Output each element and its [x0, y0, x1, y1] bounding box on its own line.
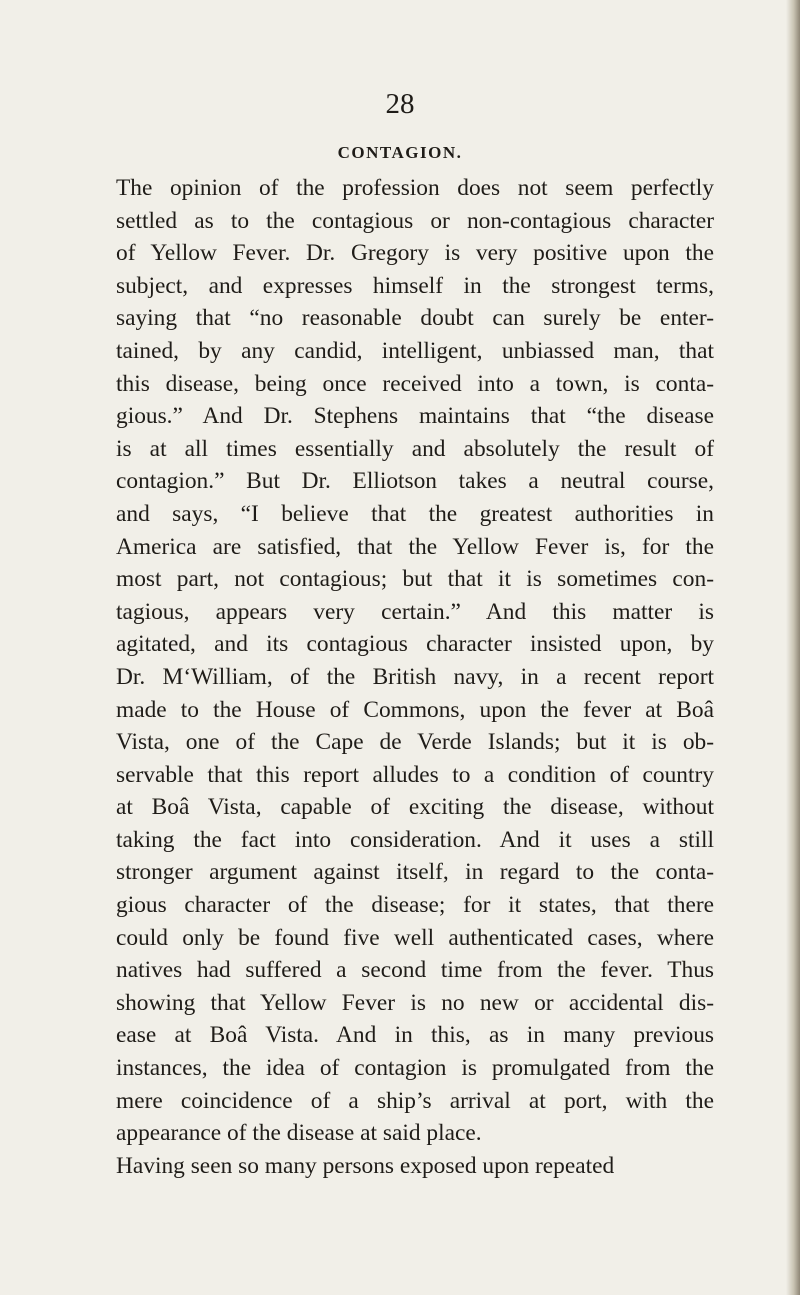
text-line: of Yellow Fever. Dr. Gregory is very positive upon the	[116, 240, 714, 267]
text-line: Having seen so many persons exposed upon repeated	[116, 1152, 615, 1179]
text-line: agitated, and its contagious character insisted upon, by	[116, 631, 714, 658]
text-line: stronger argument against itself, in regard to the conta-	[116, 859, 714, 886]
body-text	[116, 172, 714, 1182]
text-line: Dr. M‘William, of the British navy, in a recent report	[116, 663, 714, 690]
text-line: this disease, being once received into a town, is conta-	[116, 370, 714, 397]
text-line: saying that “no reasonable doubt can surely be enter-	[116, 305, 714, 332]
text-line: could only be found five well authenticated cases, where	[116, 924, 714, 951]
text-line: showing that Yellow Fever is no new or accidental dis-	[116, 989, 714, 1016]
text-line: instances, the idea of contagion is promulgated from the	[116, 1055, 714, 1082]
text-line: Vista, one of the Cape de Verde Islands; but it is ob-	[116, 729, 714, 756]
text-line: tained, by any candid, intelligent, unbiassed man, that	[116, 337, 714, 364]
running-head: CONTAGION.	[337, 143, 463, 162]
text-line: appearance of the disease at said place.	[116, 1120, 482, 1147]
text-line: subject, and expresses himself in the strongest terms,	[116, 272, 714, 299]
text-line: natives had suffered a second time from the fever. Thus	[116, 957, 714, 984]
text-line: contagion.” But Dr. Elliotson takes a neutral course,	[116, 468, 714, 495]
text-line: mere coincidence of a ship’s arrival at port, with the	[116, 1087, 714, 1114]
text-line: America are satisfied, that the Yellow Fever is, for the	[116, 533, 714, 560]
page-number: 28	[385, 88, 415, 120]
page-edge-shadow	[786, 0, 800, 1295]
text-line: gious character of the disease; for it states, that there	[116, 892, 714, 919]
text-line: tagious, appears very certain.” And this matter is	[116, 598, 714, 625]
text-line: is at all times essentially and absolutely the result of	[116, 435, 714, 462]
text-line: The opinion of the profession does not seem perfectly	[116, 175, 714, 201]
text-line: gious.” And Dr. Stephens maintains that “the disease	[116, 403, 714, 430]
text-line: made to the House of Commons, upon the fever at Boâ	[116, 696, 714, 723]
text-line: most part, not contagious; but that it is sometimes con-	[116, 566, 714, 593]
text-line: taking the fact into consideration. And it uses a still	[116, 826, 714, 853]
text-line: and says, “I believe that the greatest authorities in	[116, 500, 714, 527]
text-line: settled as to the contagious or non-contagious character	[116, 207, 714, 234]
text-line: ease at Boâ Vista. And in this, as in many previous	[116, 1022, 714, 1049]
text-line: servable that this report alludes to a condition of country	[116, 761, 714, 788]
text-line: at Boâ Vista, capable of exciting the disease, without	[116, 794, 714, 821]
